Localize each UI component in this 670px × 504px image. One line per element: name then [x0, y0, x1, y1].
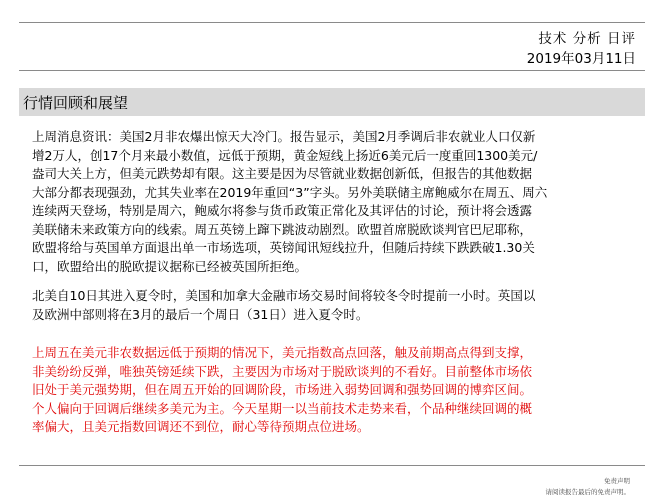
text-line: 上周五在美元非农数据远低于预期的情况下，美元指数高点回落，触及前期高点得到支撑， [32, 345, 533, 360]
footer-rule [19, 465, 645, 466]
report-date: 2019年03月11日 [526, 51, 636, 67]
text-line: 个人偏向于回调后继续多美元为主。今天星期一以当前技术走势来看，个品种继续回调的概 [32, 400, 533, 416]
disclaimer-title: 免责声明 [604, 477, 630, 485]
text-line: 欧盟将给与英国单方面退出单一市场选项，英镑闻讯短线拉升，但随后持续下跌跌破1.30关 [32, 240, 535, 255]
text-line: 增2万人，创17个月来最小数值，远低于预期，黄金短线上扬近6美元后一度重回1300美元/ [32, 147, 538, 163]
text-line: 大部分都表现强劲，尤其失业率在2019年重回“3”字头。另外美联储主席鲍威尔在周五、周六 [32, 184, 548, 200]
paragraph-outlook [32, 344, 636, 437]
paragraph-daylight-saving [32, 287, 636, 324]
text-line: 及欧洲中部则将在3月的最后一个周日（31日）进入夏令时。 [32, 306, 369, 322]
section-header-bar [19, 88, 645, 116]
text-line: 上周消息资讯：美国2月非农爆出惊天大冷门。报告显示，美国2月季调后非农就业人口仅新 [32, 129, 536, 144]
text-line: 非美纷纷反弹，唯独英镑延续下跌，主要因为市场对于脱欧谈判的不看好。目前整体市场依 [32, 363, 533, 379]
section-title: 行情回顾和展望 [23, 94, 129, 112]
header-top-rule [19, 22, 645, 23]
text-line: 连续两天登场，特别是周六，鲍威尔将参与货币政策正常化及其评估的讨论，预计将会透露 [32, 203, 533, 218]
text-line: 美联储未来政策方向的线索。周五英镑上蹿下跳波动剧烈。欧盟首席脱欧谈判官巴尼耶称， [32, 221, 533, 237]
disclaimer-text: 请阅读报告最后的免责声明。 [545, 488, 630, 496]
paragraph-market-news [32, 128, 636, 276]
text-line: 旧处于美元强势期，但在周五开始的回调阶段，市场进入弱势回调和强势回调的博弈区间。 [32, 382, 533, 397]
report-type: 技术 分析 日评 [538, 31, 636, 47]
text-line: 口，欧盟给出的脱欧提议据称已经被英国所拒绝。 [32, 258, 308, 274]
text-line: 率偏大，且美元指数回调还不到位，耐心等待预期点位进场。 [32, 419, 370, 434]
text-line: 北美自10日其进入夏令时，美国和加拿大金融市场交易时间将较冬令时提前一小时。英国以 [32, 288, 536, 303]
header-bottom-rule [19, 70, 645, 71]
text-line: 盎司大关上方，但美元跌势却有限。这主要是因为尽管就业数据创新低，但报告的其他数据 [32, 166, 533, 181]
